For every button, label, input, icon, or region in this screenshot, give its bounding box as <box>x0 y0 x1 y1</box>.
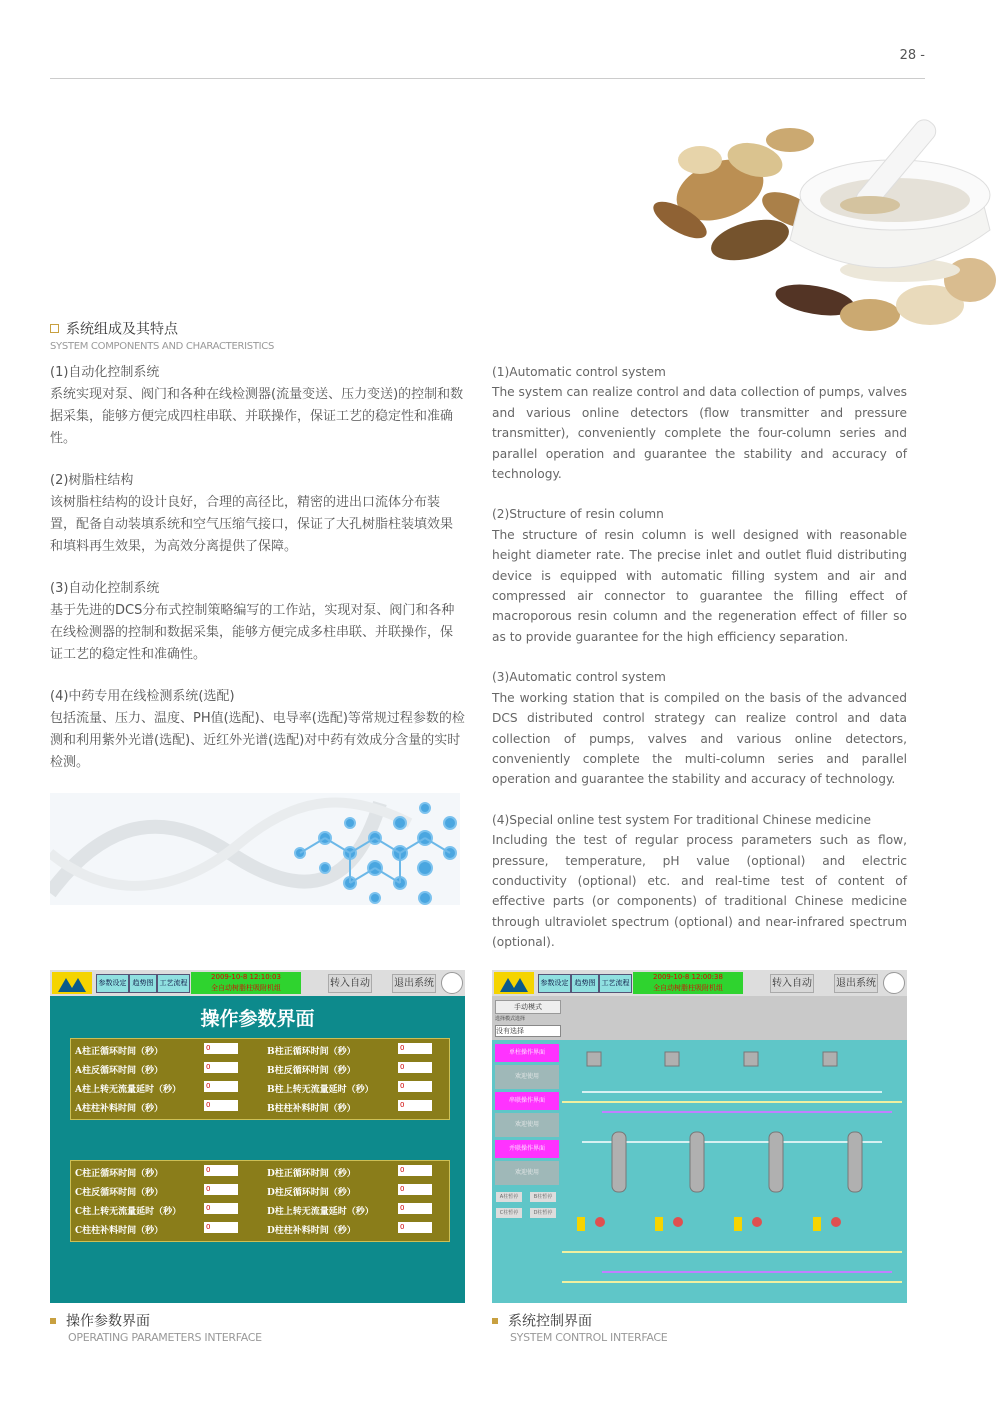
section-heading <box>50 318 274 352</box>
mode-button[interactable]: 手动模式 <box>495 1000 561 1014</box>
zh-paragraph-heading: (4)中药专用在线检测系统(选配) <box>50 689 235 704</box>
param-input[interactable]: 0 <box>398 1184 432 1195</box>
page-number: 28 - <box>899 48 925 63</box>
status-time: 2009-10-8 12:00:38 <box>653 973 723 981</box>
dna-molecule-image <box>50 793 460 905</box>
param-input[interactable]: 0 <box>204 1043 238 1054</box>
param-input[interactable]: 0 <box>398 1203 432 1214</box>
en-paragraph <box>492 667 907 789</box>
param-label: A柱正循环时间（秒） <box>75 1047 163 1057</box>
process-button[interactable]: 工艺流程 <box>157 974 190 993</box>
param-input[interactable]: 0 <box>204 1165 238 1176</box>
caption-zh: 操作参数界面 <box>66 1313 150 1330</box>
param-input[interactable]: 0 <box>398 1043 432 1054</box>
en-paragraph <box>492 504 907 647</box>
clock-icon <box>441 972 463 994</box>
param-input[interactable]: 0 <box>204 1203 238 1214</box>
en-paragraph-body: The system can realize control and data collection of pumps, valves and various online detectors (flow transmitter and pressure transmitter), conveniently complete the four-column series and parallel operation and guarantee the stability and accuracy of technology. <box>492 385 908 482</box>
english-text-column <box>492 362 907 973</box>
caption-system <box>492 1310 667 1344</box>
param-input[interactable]: 0 <box>204 1222 238 1233</box>
en-paragraph-heading: (3)Automatic control system <box>492 670 666 685</box>
param-input[interactable]: 0 <box>204 1081 238 1092</box>
toolbar <box>492 970 907 996</box>
operating-parameters-screenshot <box>50 970 465 1303</box>
zh-paragraph-heading: (2)树脂柱结构 <box>50 473 134 488</box>
caption-zh: 系统控制界面 <box>508 1313 592 1330</box>
param-input[interactable]: 0 <box>398 1165 432 1176</box>
param-label: C柱柱补料时间（秒） <box>75 1226 164 1236</box>
status-text: 全自动树脂柱吸附机组 <box>653 984 723 992</box>
params-button[interactable]: 参数设定 <box>538 974 571 993</box>
param-label: C柱正循环时间（秒） <box>75 1169 164 1179</box>
param-input[interactable]: 0 <box>398 1081 432 1092</box>
mode-select[interactable]: 没有选择 <box>495 1025 561 1037</box>
auto-button[interactable]: 转入自动 <box>328 974 372 993</box>
status-time: 2009-10-8 12:10:03 <box>211 973 281 981</box>
en-paragraph-body: The working station that is compiled on the basis of the advanced DCS distributed control strategy can realize control and data collection of pumps, valves and various online detectors, conveniently complete the multi-column series and parallel operation and guarantee the stability and accuracy of technology. <box>492 690 907 787</box>
en-paragraph <box>492 362 907 484</box>
param-input[interactable]: 0 <box>204 1184 238 1195</box>
param-label: D柱反循环时间（秒） <box>267 1188 356 1198</box>
zh-paragraph-body: 包括流量、压力、温度、PH值(选配)、电导率(选配)等常规过程参数的检测和利用紫外光谱(选配)、近红外光谱(选配)对中药有效成分含量的实时检测。 <box>50 711 465 770</box>
param-input[interactable]: 0 <box>204 1100 238 1111</box>
exit-button[interactable]: 退出系统 <box>392 974 436 993</box>
auto-button[interactable]: 转入自动 <box>770 974 814 993</box>
en-paragraph <box>492 810 907 953</box>
pause-c-button[interactable]: C柱暂停 <box>496 1208 522 1218</box>
header-divider <box>50 78 925 79</box>
zh-paragraph-body: 基于先进的DCS分布式控制策略编写的工作站，实现对泵、阀门和各种在线检测器的控制和数据采集，能够方便完成多柱串联、并联操作，保证工艺的稳定性和准确性。 <box>50 603 455 662</box>
zh-paragraph <box>50 686 465 774</box>
section-title-en: SYSTEM COMPONENTS AND CHARACTERISTICS <box>50 340 275 352</box>
caption-en: SYSTEM CONTROL INTERFACE <box>510 1330 668 1344</box>
param-label: A柱反循环时间（秒） <box>75 1066 163 1076</box>
params-button[interactable]: 参数设定 <box>96 974 129 993</box>
welcome-panel: 欢迎使用 <box>495 1065 559 1089</box>
parallel-button[interactable]: 并联操作界面 <box>495 1140 559 1158</box>
single-column-button[interactable]: 单柱操作界面 <box>495 1044 559 1062</box>
en-paragraph-heading: (2)Structure of resin column <box>492 507 664 522</box>
en-paragraph-body: The structure of resin column is well designed with reasonable height diameter rate. The precise inlet and outlet fluid distributing device is equipped with automatic filling system and air and compressed air connector to guarantee the filling effect of macroporous resin column and the regeneration effect of filler so as to provide guarantee for the high efficiency separation. <box>492 527 907 644</box>
company-logo <box>52 972 92 994</box>
mode-select-label: 选择模式选择 <box>495 1016 526 1022</box>
herbs-mortar-image <box>640 100 1000 360</box>
param-label: B柱正循环时间（秒） <box>267 1047 356 1057</box>
trend-button[interactable]: 趋势图 <box>129 974 157 993</box>
param-input[interactable]: 0 <box>204 1062 238 1073</box>
welcome-panel: 欢迎使用 <box>495 1161 559 1185</box>
system-control-screenshot <box>492 970 907 1303</box>
zh-paragraph-heading: (3)自动化控制系统 <box>50 581 160 596</box>
group-ab <box>70 1038 450 1120</box>
status-text: 全自动树脂柱吸附机组 <box>211 984 281 992</box>
param-label: C柱上转无流量延时（秒） <box>75 1207 182 1217</box>
process-button[interactable]: 工艺流程 <box>599 974 632 993</box>
zh-paragraph-body: 系统实现对泵、阀门和各种在线检测器(流量变送、压力变送)的控制和数据采集，能够方便完成四柱串联、并联操作，保证工艺的稳定性和准确性。 <box>50 387 464 446</box>
chinese-text-column <box>50 362 465 794</box>
param-label: D柱正循环时间（秒） <box>267 1169 356 1179</box>
caption-en: OPERATING PARAMETERS INTERFACE <box>68 1330 262 1344</box>
param-label: A柱上转无流量延时（秒） <box>75 1085 181 1095</box>
param-label: B柱柱补料时间（秒） <box>267 1104 356 1114</box>
param-input[interactable]: 0 <box>398 1100 432 1111</box>
caption-operating <box>50 1310 262 1344</box>
series-button[interactable]: 串联操作界面 <box>495 1092 559 1110</box>
group-cd <box>70 1160 450 1242</box>
trend-button[interactable]: 趋势图 <box>571 974 599 993</box>
screen-title: 操作参数界面 <box>200 1008 315 1030</box>
pause-d-button[interactable]: D柱暂停 <box>530 1208 556 1218</box>
param-label: D柱柱补料时间（秒） <box>267 1226 356 1236</box>
heading-bullet-icon <box>50 324 59 333</box>
param-label: B柱上转无流量延时（秒） <box>267 1085 374 1095</box>
zh-paragraph <box>50 362 465 450</box>
status-panel <box>191 972 301 994</box>
zh-paragraph-heading: (1)自动化控制系统 <box>50 365 160 380</box>
param-label: D柱上转无流量延时（秒） <box>267 1207 374 1217</box>
en-paragraph-heading: (4)Special online test system For traditional Chinese medicine <box>492 812 872 827</box>
section-title-zh: 系统组成及其特点 <box>66 321 178 338</box>
exit-button[interactable]: 退出系统 <box>834 974 878 993</box>
param-label: A柱柱补料时间（秒） <box>75 1104 163 1114</box>
welcome-panel: 欢迎使用 <box>495 1113 559 1137</box>
process-diagram <box>562 1042 907 1303</box>
zh-paragraph-body: 该树脂柱结构的设计良好，合理的高径比，精密的进出口流体分布装置，配备自动装填系统和空气压缩气接口，保证了大孔树脂柱装填效果和填料再生效果，为高效分离提供了保障。 <box>50 495 454 554</box>
toolbar <box>50 970 465 996</box>
caption-bullet-icon <box>492 1318 498 1324</box>
pause-a-button[interactable]: A柱暂停 <box>496 1192 522 1202</box>
zh-paragraph <box>50 578 465 666</box>
clock-icon <box>883 972 905 994</box>
en-paragraph-heading: (1)Automatic control system <box>492 365 666 379</box>
param-label: B柱反循环时间（秒） <box>267 1066 356 1076</box>
company-logo <box>494 972 534 994</box>
status-panel <box>633 972 743 994</box>
pause-b-button[interactable]: B柱暂停 <box>530 1192 556 1202</box>
caption-bullet-icon <box>50 1318 56 1324</box>
param-label: C柱反循环时间（秒） <box>75 1188 164 1198</box>
zh-paragraph <box>50 470 465 558</box>
param-input[interactable]: 0 <box>398 1222 432 1233</box>
en-paragraph-body: Including the test of regular process parameters such as flow, pressure, temperature, pH value (optional) and electric conductivity (optional) etc. and real-time test of content of effective parts (or components) of traditional Chinese medicine through ultraviolet spectrum (optional) and near-infrared spectrum (optional). <box>492 833 907 950</box>
param-input[interactable]: 0 <box>398 1062 432 1073</box>
